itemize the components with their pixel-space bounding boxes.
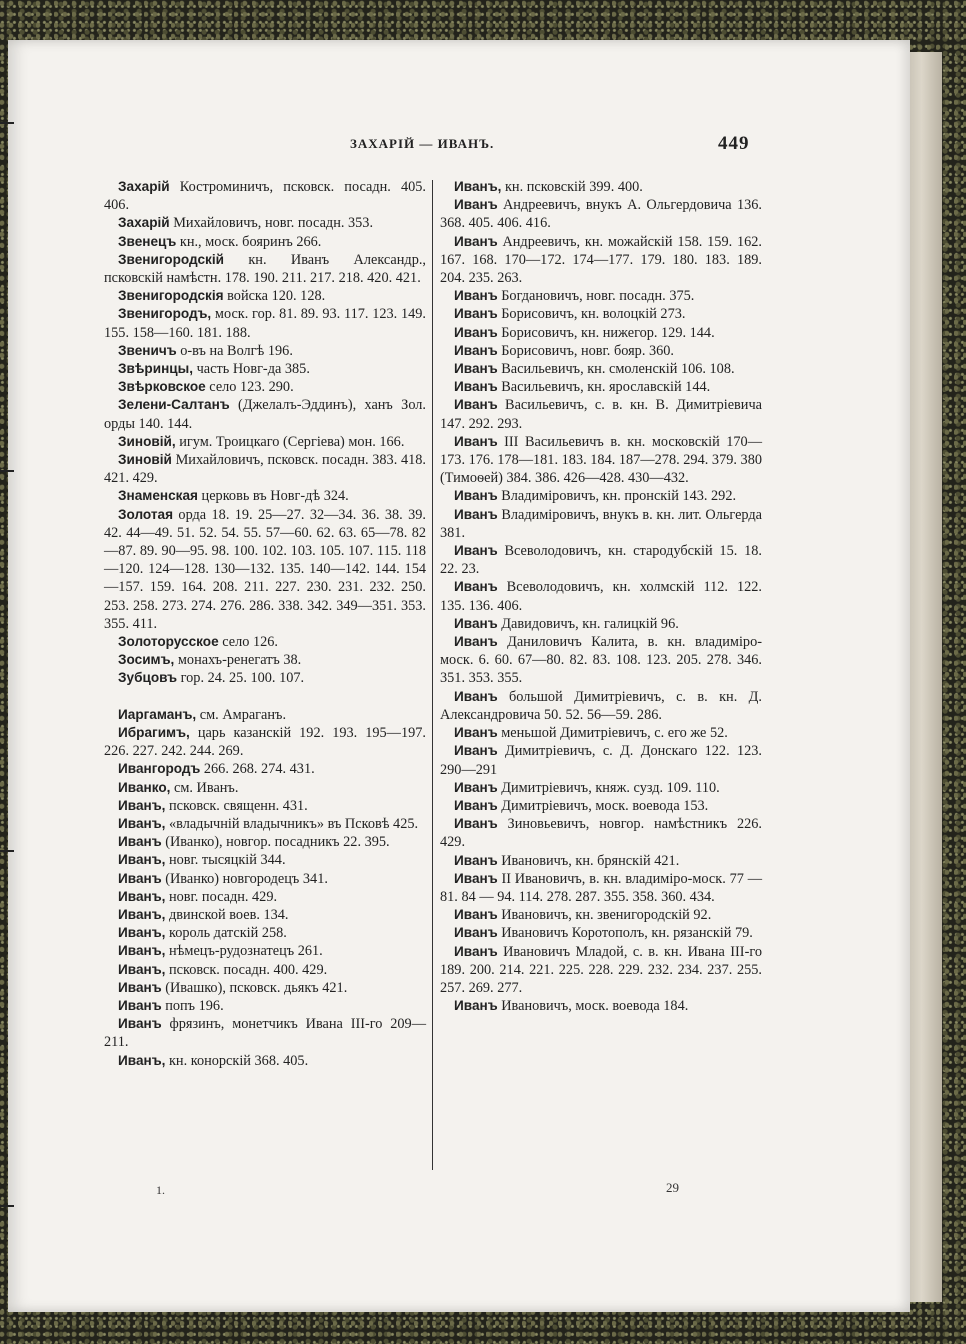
entry-headword: Иванъ xyxy=(454,688,498,704)
entry-headword: Звѣрковское xyxy=(118,379,206,395)
entry-headword: Иванъ xyxy=(454,797,498,813)
index-entry xyxy=(104,178,426,214)
index-entry xyxy=(104,1052,426,1070)
index-entry xyxy=(440,997,762,1015)
entry-headword: Звенигородскій xyxy=(118,251,224,267)
entry-references: село 126. xyxy=(218,634,278,651)
entry-headword: Золоторусское xyxy=(118,634,219,650)
entry-references: нѣмецъ-рудознатецъ 261. xyxy=(165,943,323,960)
entry-references: Михайловичъ, псковск. посадн. 383. 418. 421. 429. xyxy=(104,452,426,487)
entry-references: орда 18. 19. 25—27. 32—34. 36. 38. 39. 42. 44—49. 51. 52. 54. 55. 57—60. 62. 63. 65—78. 82—87. 89. 90—95. 98. 100. 102. 103. 105. 107. 115. 118—120. 124—128. 130—132. 135. 140—142. 144. 154—157. 159. 164. 208. 211. 227. 230. 231. 232. 250. 253. 258. 273. 274. 276. 286. 338. 342. 349—351. 353. 355. 411. xyxy=(104,506,426,632)
entry-references: кн. псковскій 399. 400. xyxy=(501,179,643,195)
index-column-left xyxy=(104,178,426,1070)
index-entry xyxy=(440,360,762,378)
entry-headword: Зосимъ, xyxy=(118,652,175,668)
entry-headword: Звенигородскія xyxy=(118,288,224,304)
entry-references: попъ 196. xyxy=(161,997,224,1014)
index-entry xyxy=(104,888,426,906)
entry-references: большой Димитріевичъ, с. в. кн. Д. Александровича 50. 52. 56—59. 286. xyxy=(440,688,762,723)
entry-headword: Иванъ xyxy=(454,379,498,395)
entry-references: Костроминичъ, псковск. посадн. 405. 406. xyxy=(104,179,426,214)
entry-references: о-въ на Волгѣ 196. xyxy=(176,342,293,359)
index-entry xyxy=(440,233,762,288)
index-entry xyxy=(440,906,762,924)
index-entry xyxy=(104,396,426,432)
entry-references: Ивановичъ, кн. брянскій 421. xyxy=(497,852,680,869)
index-entry xyxy=(104,815,426,833)
index-entry xyxy=(104,487,426,505)
entry-headword: Звенигородъ, xyxy=(118,306,212,322)
index-entry xyxy=(440,396,762,432)
index-entry xyxy=(440,852,762,870)
entry-headword: Иванъ, xyxy=(118,906,166,922)
entry-headword: Иванъ xyxy=(454,324,498,340)
entry-references: Борисовичъ, кн. нижегор. 129. 144. xyxy=(497,324,715,341)
entry-references: Михайловичъ, новг. посадн. 353. xyxy=(169,215,374,232)
entry-headword: Иванъ, xyxy=(118,815,166,831)
entry-references: Давидовичъ, кн. галицкій 96. xyxy=(497,615,679,632)
entry-references: Димитріевичъ, с. Д. Донскаго 122. 123. 290—291 xyxy=(440,743,762,778)
index-entry xyxy=(104,305,426,341)
entry-headword: Иванъ, xyxy=(118,1052,166,1068)
binding-stitch xyxy=(0,470,14,472)
index-entry xyxy=(440,196,762,232)
entry-references: царь казанскій 192. 193. 195—197. 226. 227. 242. 244. 269. xyxy=(104,724,426,760)
entry-headword: Иванъ xyxy=(454,506,498,522)
index-entry xyxy=(440,178,762,196)
entry-references: фрязинъ, монетчикъ Ивана III-го 209—211. xyxy=(104,1016,426,1051)
entry-references: Владиміровичъ, внукъ в. кн. лит. Ольгерда 381. xyxy=(440,506,762,541)
entry-headword: Иванъ xyxy=(454,288,498,304)
entry-headword: Иванъ xyxy=(454,397,498,413)
index-entry xyxy=(104,633,426,651)
entry-headword: Иванъ xyxy=(454,543,498,559)
index-entry xyxy=(104,233,426,251)
index-entry xyxy=(104,961,426,979)
entry-headword: Звѣринцы, xyxy=(118,361,194,377)
entry-references: Всеволодовичъ, кн. стародубскій 15. 18. 22. 23. xyxy=(440,543,762,578)
entry-headword: Знаменская xyxy=(118,488,198,504)
index-entry xyxy=(440,742,762,778)
entry-references: (Джелалъ-Эддинъ), ханъ Зол. орды 140. 144. xyxy=(104,397,426,432)
page-number: 449 xyxy=(718,133,750,154)
entry-references: (Иванко), новгор. посадникъ 22. 395. xyxy=(161,834,390,851)
index-entry xyxy=(104,724,426,760)
index-entry xyxy=(104,1015,426,1051)
entry-headword: Иванъ, xyxy=(118,961,166,977)
index-entry xyxy=(440,305,762,323)
entry-headword: Иванъ, xyxy=(118,852,166,868)
index-entry xyxy=(440,542,762,578)
index-entry xyxy=(104,451,426,487)
entry-headword: Иванъ xyxy=(454,306,498,322)
sheet-number: 29 xyxy=(666,1180,679,1195)
entry-references: король датскій 258. xyxy=(165,925,287,942)
running-title: ЗАХАРІЙ — ИВАНЪ. xyxy=(350,136,495,151)
entry-references: (Ивашко), псковск. дьякъ 421. xyxy=(161,979,348,996)
entry-references: 266. 268. 274. 431. xyxy=(200,761,315,778)
entry-references: войска 120. 128. xyxy=(223,288,326,305)
entry-headword: Иванъ, xyxy=(118,925,166,941)
entry-headword: Золотая xyxy=(118,506,174,522)
entry-headword: Иванъ xyxy=(118,1016,162,1032)
entry-headword: Иаргаманъ, xyxy=(118,706,197,722)
entry-references: см. Иванъ. xyxy=(170,779,239,796)
entry-references: Борисовичъ, новг. бояр. 360. xyxy=(497,342,674,359)
index-entry xyxy=(104,433,426,451)
entry-references: Андреевичъ, кн. можайскій 158. 159. 162. 167. 168. 170—172. 174—177. 179. 180. 183. 189. 204. 235. 263. xyxy=(440,233,762,287)
index-entry xyxy=(104,760,426,778)
entry-references: «владычній владычникъ» въ Псковѣ 425. xyxy=(165,815,419,832)
entry-references: Васильевичъ, с. в. кн. В. Димитріевича 147. 292. 293. xyxy=(440,397,762,432)
binding-stitch xyxy=(0,1205,14,1207)
entry-headword: Иванъ xyxy=(454,852,498,868)
entry-headword: Иванъ xyxy=(454,433,498,449)
index-entry xyxy=(440,342,762,360)
entry-references: Ивановичъ, моск. воевода 184. xyxy=(497,998,689,1015)
entry-references: Богдановичъ, новг. посадн. 375. xyxy=(497,288,695,305)
entry-headword: Иванъ xyxy=(454,870,498,886)
index-entry xyxy=(440,287,762,305)
entry-references: кн. конорскій 368. 405. xyxy=(165,1052,309,1069)
entry-references: новг. посадн. 429. xyxy=(165,888,278,905)
index-entry xyxy=(104,506,426,633)
entry-references: (Иванко) новгородецъ 341. xyxy=(161,870,328,887)
entry-headword: Иванъ, xyxy=(454,179,502,194)
entry-headword: Иванъ xyxy=(454,634,498,650)
entry-headword: Иванъ xyxy=(454,233,498,249)
entry-headword: Иванъ, xyxy=(118,797,166,813)
entry-headword: Зелени-Салтанъ xyxy=(118,397,230,413)
index-entry xyxy=(104,378,426,396)
page-edge xyxy=(908,52,942,1302)
index-entry xyxy=(104,779,426,797)
section-gap xyxy=(104,688,426,706)
entry-references: Всеволодовичъ, кн. холмскій 112. 122. 135. 136. 406. xyxy=(440,579,762,614)
index-entry xyxy=(440,815,762,851)
entry-references: игум. Троицкаго (Сергіева) мон. 166. xyxy=(175,433,405,450)
entry-headword: Иванъ xyxy=(454,579,498,595)
index-entry xyxy=(440,688,762,724)
entry-references: новг. тысяцкій 344. xyxy=(165,852,286,869)
entry-references: Ивановичъ Младой, с. в. кн. Ивана III-го 189. 200. 214. 221. 225. 228. 229. 232. 234. 237. 255. 257. 269. 277. xyxy=(440,943,762,996)
entry-references: монахъ-ренегатъ 38. xyxy=(174,652,302,669)
index-entry xyxy=(104,942,426,960)
index-entry xyxy=(104,342,426,360)
entry-references: Васильевичъ, кн. ярославскій 144. xyxy=(497,379,711,396)
entry-references: псковск. священн. 431. xyxy=(165,797,308,814)
index-entry xyxy=(440,943,762,998)
entry-references: Андреевичъ, внукъ А. Ольгердовича 136. 368. 405. 406. 416. xyxy=(440,197,762,232)
entry-references: Даниловичъ Калита, в. кн. владиміро-моск. 6. 60. 67—80. 82. 83. 108. 123. 205. 278. 346. 351. 353. 355. xyxy=(440,634,762,687)
index-entry xyxy=(440,633,762,688)
entry-references: Зиновьевичъ, новгор. намѣстникъ 226. 429. xyxy=(440,816,762,851)
entry-headword: Звеничъ xyxy=(118,342,177,358)
entry-headword: Иванко, xyxy=(118,779,171,795)
signature-mark: 1. xyxy=(156,1183,165,1197)
entry-headword: Иванъ xyxy=(454,342,498,358)
entry-references: см. Амраганъ. xyxy=(196,706,287,723)
entry-references: село 123. 290. xyxy=(205,379,294,396)
index-entry xyxy=(104,287,426,305)
index-entry xyxy=(440,924,762,942)
entry-references: двинской воев. 134. xyxy=(165,906,289,923)
entry-references: Ивановичъ, кн. звенигородскій 92. xyxy=(497,907,712,924)
entry-headword: Иванъ xyxy=(454,725,498,741)
index-entry xyxy=(104,797,426,815)
index-entry xyxy=(440,870,762,906)
entry-headword: Иванъ xyxy=(454,925,498,941)
entry-headword: Ибрагимъ, xyxy=(118,724,190,740)
entry-references: Борисовичъ, кн. волоцкій 273. xyxy=(497,306,686,323)
entry-headword: Иванъ xyxy=(454,615,498,631)
index-entry xyxy=(440,433,762,488)
index-entry xyxy=(440,724,762,742)
binding-stitch xyxy=(0,122,14,124)
entry-references: кн., моск. бояринъ 266. xyxy=(176,233,322,250)
entry-headword: Захарій xyxy=(118,179,170,194)
index-entry xyxy=(104,851,426,869)
index-entry xyxy=(440,487,762,505)
entry-headword: Иванъ xyxy=(454,779,498,795)
binding-stitch xyxy=(0,850,14,852)
index-column-right xyxy=(440,178,762,1015)
index-entry xyxy=(440,578,762,614)
entry-references: церковь въ Новг-дѣ 324. xyxy=(197,488,349,505)
entry-references: II Ивановичъ, в. кн. владиміро-моск. 77 — 81. 84 — 94. 114. 278. 287. 355. 358. 360. 434. xyxy=(440,870,762,905)
entry-headword: Иванъ xyxy=(454,907,498,923)
index-entry xyxy=(440,378,762,396)
index-entry xyxy=(104,251,426,287)
entry-headword: Иванъ xyxy=(118,834,162,850)
entry-headword: Иванъ xyxy=(454,361,498,377)
index-entry xyxy=(104,706,426,724)
entry-references: III Васильевичъ в. кн. московскій 170—173. 176. 178—181. 183. 184. 187—278. 294. 379. 380 (Тимоѳей) 384. 386. 426—428. 430—432. xyxy=(440,433,762,487)
entry-references: часть Новг-да 385. xyxy=(193,361,310,378)
index-entry xyxy=(104,997,426,1015)
entry-headword: Иванъ xyxy=(454,998,498,1014)
index-entry xyxy=(104,906,426,924)
entry-references: Владиміровичъ, кн. пронскій 143. 292. xyxy=(497,488,737,505)
entry-references: Димитріевичъ, моск. воевода 153. xyxy=(497,797,709,814)
entry-headword: Иванъ xyxy=(454,197,498,213)
entry-references: Васильевичъ, кн. смоленскій 106. 108. xyxy=(497,361,735,378)
index-entry xyxy=(104,360,426,378)
entry-headword: Ивангородъ xyxy=(118,761,201,777)
entry-headword: Иванъ xyxy=(454,943,498,959)
entry-headword: Иванъ, xyxy=(118,943,166,959)
entry-references: кн. Иванъ Александр., псковскій намѣстн. 178. 190. 211. 217. 218. 420. 421. xyxy=(104,251,426,287)
column-divider xyxy=(432,180,433,1170)
entry-headword: Иванъ xyxy=(118,870,162,886)
entry-headword: Иванъ, xyxy=(118,888,166,904)
index-entry xyxy=(104,833,426,851)
entry-headword: Захарій xyxy=(118,215,170,231)
entry-headword: Звенецъ xyxy=(118,233,177,249)
index-entry xyxy=(104,924,426,942)
index-entry xyxy=(440,506,762,542)
entry-references: псковск. посадн. 400. 429. xyxy=(165,961,328,978)
entry-headword: Иванъ xyxy=(118,997,162,1013)
entry-headword: Зиновій xyxy=(118,452,172,468)
entry-references: моск. гор. 81. 89. 93. 117. 123. 149. 155. 158—160. 181. 188. xyxy=(104,306,426,341)
index-entry xyxy=(440,615,762,633)
entry-references: меньшой Димитріевичъ, с. его же 52. xyxy=(497,725,728,742)
index-entry xyxy=(440,797,762,815)
index-entry xyxy=(104,979,426,997)
index-entry xyxy=(104,669,426,687)
index-entry xyxy=(440,779,762,797)
index-entry xyxy=(104,214,426,232)
entry-headword: Иванъ xyxy=(118,979,162,995)
index-entry xyxy=(104,651,426,669)
entry-headword: Иванъ xyxy=(454,488,498,504)
entry-references: Димитріевичъ, княж. сузд. 109. 110. xyxy=(497,779,720,796)
index-entry xyxy=(440,324,762,342)
entry-headword: Зиновій, xyxy=(118,433,176,449)
entry-headword: Иванъ xyxy=(454,816,498,832)
entry-references: гор. 24. 25. 100. 107. xyxy=(177,670,305,687)
entry-headword: Иванъ xyxy=(454,743,498,759)
index-entry xyxy=(104,870,426,888)
entry-headword: Зубцовъ xyxy=(118,670,178,686)
entry-references: Ивановичъ Коротополъ, кн. рязанскій 79. xyxy=(497,925,753,942)
